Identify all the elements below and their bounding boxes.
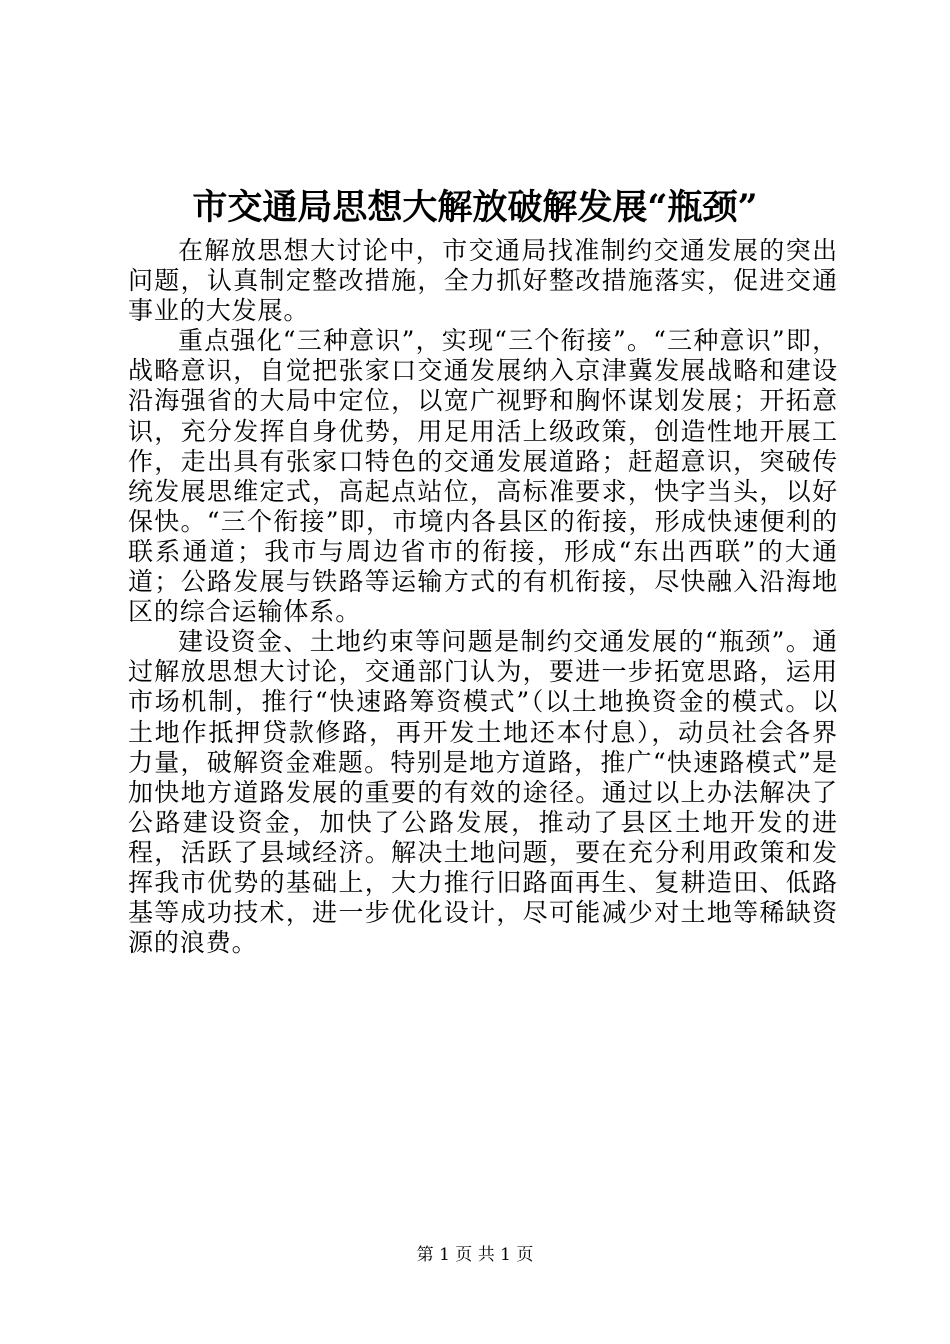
page-number-footer: 第 1 页 共 1 页 (416, 1245, 534, 1265)
paragraph-awareness: 重点强化“三种意识”，实现“三个衔接”。“三种意识”即，战略意识，自觉把张家口交通发展纳入京津冀发展战略和建设沿海强省的大局中定位，以宽广视野和胸怀谋划发展；开拓意识，充分发挥自身优势，用足用活上级政策，创造性地开展工作，走出具有张家口特色的交通发展道路；赶超意识，突破传统发展思维定式，高起点站位，高标准要求，快字当头，以好保快。“三个衔接”即，市境内各县区的衔接，形成快速便利的联系通道；我市与周边省市的衔接，形成“东出西联”的大通道；公路发展与铁路等运输方式的有机衔接，尽快融入沿海地区的综合运输体系。 (128, 326, 838, 627)
document-title: 市交通局思想大解放破解发展“瓶颈” (192, 187, 758, 228)
paragraph-intro: 在解放思想大讨论中，市交通局找准制约交通发展的突出问题，认真制定整改措施，全力抓好整改措施落实，促进交通事业的大发展。 (128, 236, 838, 326)
document-body (128, 236, 838, 958)
paragraph-bottleneck: 建设资金、土地约束等问题是制约交通发展的“瓶颈”。通过解放思想大讨论，交通部门认为，要进一步拓宽思路，运用市场机制，推行“快速路筹资模式”（以土地换资金的模式。以土地作抵押贷款修路，再开发土地还本付息），动员社会各界力量，破解资金难题。特别是地方道路，推广“快速路模式”是加快地方道路发展的重要的有效的途径。通过以上办法解决了公路建设资金，加快了公路发展，推动了县区土地开发的进程，活跃了县域经济。解决土地问题，要在充分利用政策和发挥我市优势的基础上，大力推行旧路面再生、复耕造田、低路基等成功技术，进一步优化设计，尽可能减少对土地等稀缺资源的浪费。 (128, 627, 838, 958)
